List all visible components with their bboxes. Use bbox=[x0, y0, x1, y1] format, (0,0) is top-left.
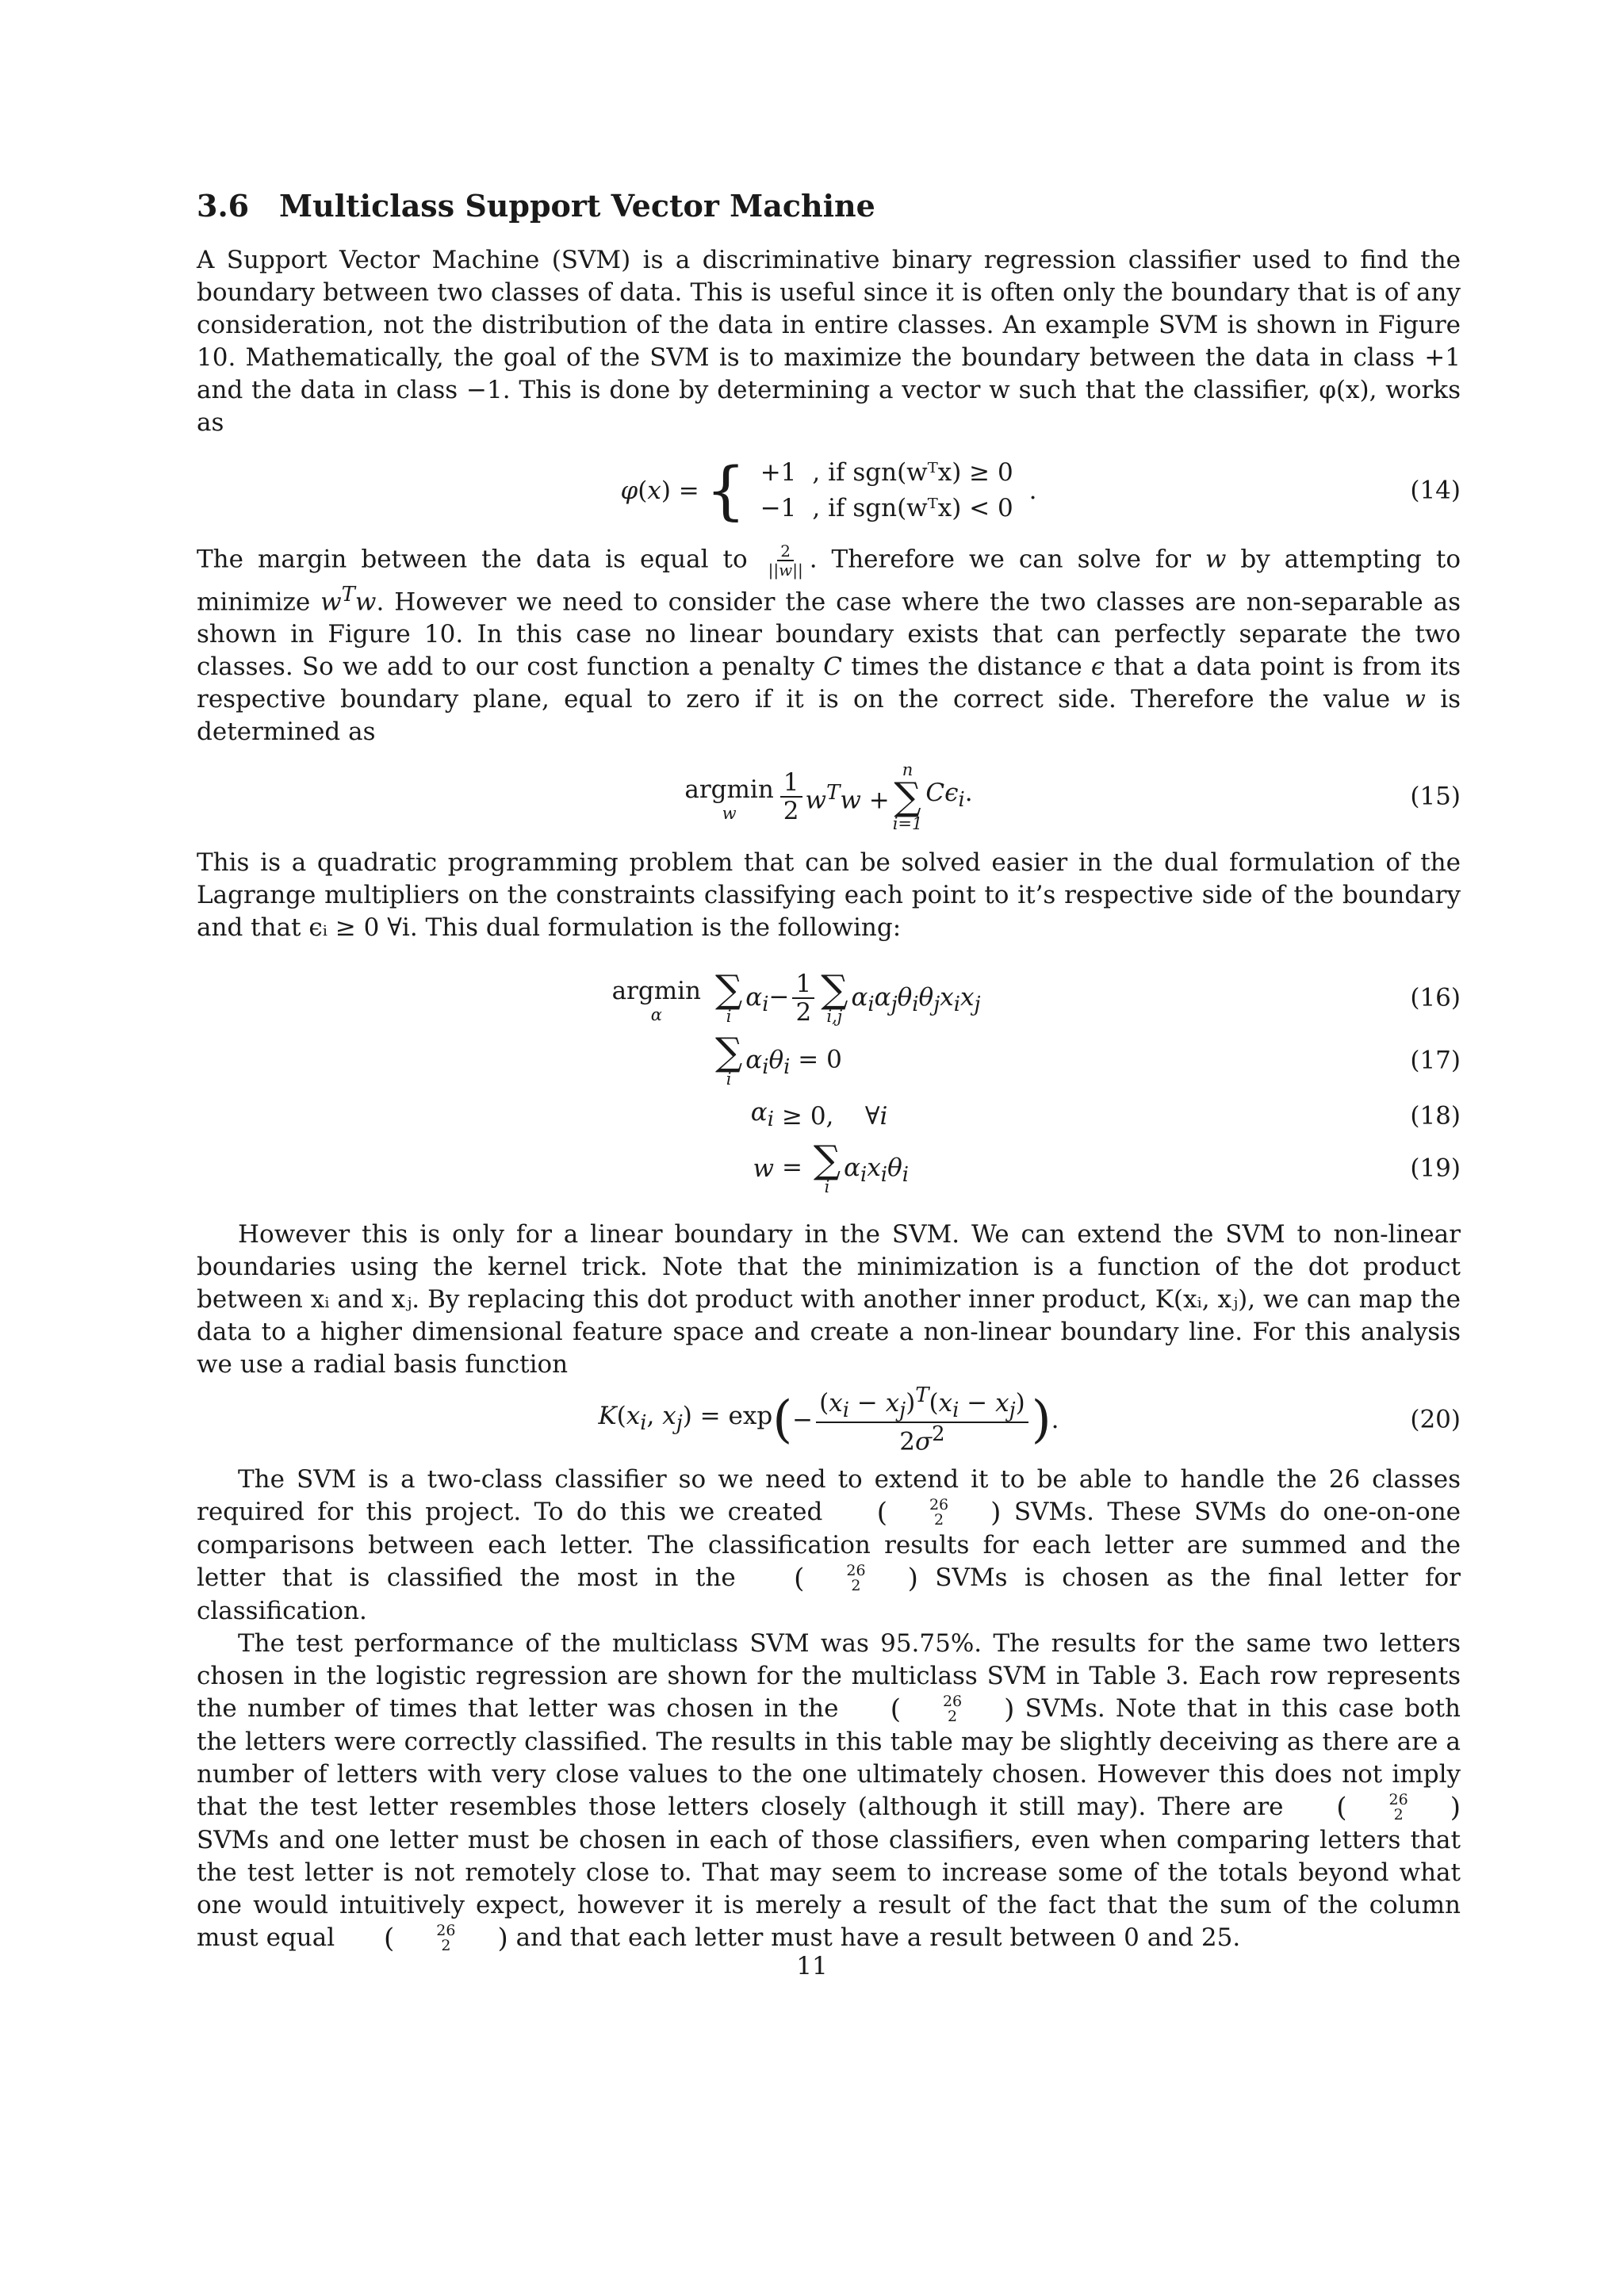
section-heading bbox=[197, 189, 1461, 224]
p6-text-c: SVMs and one letter must be chosen in each of those classifiers, even when comparing letters that the test letter is not remotely close to. That may seem to increase some of the totals beyond what one would intuitively expect, however it is merely a result of the fact that the sum of the column must equal bbox=[197, 1825, 1461, 1952]
p2-text-b: . Therefore we can solve for bbox=[809, 545, 1191, 574]
p2-text-d: . However we need to consider the case where the two classes are non-separable as shown in Figure 10. In this case no linear boundary exists that can perfectly separate the two classes. So we add to our cost function a penalty bbox=[197, 587, 1461, 682]
equation-20: $K(x_i$, $x_j) = \exp$ ( − $\frac{(x_i - x_j)^T(x_i - x_j)}{2\sigma^2}$ ) . (20) bbox=[598, 1383, 1461, 1456]
equation-15: argmin w $\frac{1}{2}$ $w^Tw$ + n ∑ i=1 $C\epsilon_i$. (15) bbox=[684, 760, 1461, 834]
equation-14: φ(x) = { +1 , if sgn(wᵀx) ≥ 0 −1 , if sgn(wᵀx) < 0 . (14) bbox=[620, 453, 1461, 527]
paragraph-1: A Support Vector Machine (SVM) is a discriminative binary regression classifier used to find the boundary between two classes of data. This is useful since it is often only the boundary that is of any consideration, not the distribution of the data in entire classes. An example SVM is shown in Figure 10. Mathematically, the goal of the SVM is to maximize the boundary between the data in class +1 and the data in class −1. This is done by determining a vector w such that the classifier, φ(x), works as bbox=[197, 246, 1461, 437]
p6-text-a: The test performance of the multiclass SVM was 95.75%. The results for the same two letters chosen in the logistic regression are shown for the multiclass SVM in Table 3. Each row represents the number of times that letter was chosen in the bbox=[197, 1628, 1461, 1723]
paragraph-6: The test performance of the multiclass SVM was 95.75%. The results for the same two letters chosen in the logistic regression are shown for the multiclass SVM in Table 3. Each row represents the number of times that letter was chosen in the ( 26 2 ) SVMs. Note that in this case both the letters were correctly classified. The results in this table may be slightly deceiving as there are a number of letters with very close values to the one ultimately chosen. However this does not imply that the test letter resembles those letters closely (although it still may). There are ( 26 2 ) SVMs and one letter must be chosen in each of those classifiers, even when comparing letters that the test letter is not remotely close to. That may seem to increase some of the totals beyond what one would intuitively expect, however it is merely a result of the fact that the sum of the column must equal ( 26 2 ) and that each letter must have a result between 0 and 25. bbox=[197, 1628, 1461, 1955]
eq16-number: (16) bbox=[1410, 983, 1461, 1012]
p2-text-a: The margin between the data is equal to bbox=[197, 545, 748, 574]
eq15-number: (15) bbox=[1410, 782, 1461, 811]
eq19-number: (19) bbox=[1410, 1154, 1461, 1183]
equation-18: $\alpha_i$ ≥ 0, ∀i (18) bbox=[750, 1098, 1461, 1132]
equation-16: argmin α ∑ i $\alpha_i-$ $\frac{1}{2}$ ∑ i,j $\alpha_i\alpha_j\theta_i\theta_jx_ix_j$ (16) bbox=[611, 967, 1461, 1027]
paper-page bbox=[197, 189, 1461, 1955]
dual-formulation-block bbox=[197, 966, 1461, 1196]
binom-26-2: ( 26 2 ) bbox=[876, 1496, 1002, 1529]
p5-text-a: The SVM is a two-class classifier so we need to extend it to be able to handle the 26 classes required for this project. To do this we created bbox=[197, 1464, 1461, 1526]
eq14-case1-condition: , if sgn(wᵀx) ≥ 0 bbox=[812, 458, 1013, 487]
equation-19: w = ∑ i $\alpha_ix_i\theta_i$ (19) bbox=[753, 1138, 1461, 1197]
paragraph-2: The margin between the data is equal to $\frac{2}{||w||}$ . Therefore we can solve for w by attempting to minimize $w^Tw$. However we need to consider the case where the two classes are non-separable as shown in Figure 10. In this case no linear boundary exists that can perfectly separate the two classes. So we add to our cost function a penalty C times the distance ϵ that a data point is from its respective boundary plane, equal to zero if it is on the correct side. Therefore the value w is determined as bbox=[197, 541, 1461, 747]
section-number: 3.6 bbox=[197, 188, 250, 224]
eq15-sum: n ∑ i=1 bbox=[892, 760, 923, 834]
eq18-number: (18) bbox=[1410, 1101, 1461, 1131]
eq14-case2-condition: , if sgn(wᵀx) < 0 bbox=[812, 494, 1013, 522]
paragraph-3: This is a quadratic programming problem that can be solved easier in the dual formulation of the Lagrange multipliers on the constraints classifying each point to it’s respective side of the boundary and that ϵᵢ ≥ 0 ∀i. This dual formulation is the following: bbox=[197, 848, 1461, 943]
eq20-number: (20) bbox=[1410, 1405, 1461, 1434]
paragraph-4: However this is only for a linear boundary in the SVM. We can extend the SVM to non-linear boundaries using the kernel trick. Note that the minimization is a function of the dot product between xᵢ and xⱼ. By replacing this dot product with another inner product, K(xᵢ, xⱼ), we can map the data to a higher dimensional feature space and create a non-linear boundary line. For this analysis we use a radial basis function bbox=[197, 1220, 1461, 1380]
margin-fraction: $\frac{2}{||w||}$ bbox=[768, 541, 803, 580]
paragraph-5: The SVM is a two-class classifier so we need to extend it to be able to handle the 26 classes required for this project. To do this we created ( 26 2 ) SVMs. These SVMs do one-on-one comparisons between each letter. The classification results for each letter are summed and the letter that is classified the most in the ( 26 2 ) SVMs is chosen as the final letter for classification. bbox=[197, 1464, 1461, 1625]
equation-17: ∑ i $\alpha_i\theta_i = 0$ (17) bbox=[715, 1030, 1461, 1089]
eq14-case2-value: −1 bbox=[760, 494, 797, 522]
p2-text-c: by attempting to minimize bbox=[197, 545, 1461, 617]
eq17-number: (17) bbox=[1410, 1046, 1461, 1075]
eq14-case1-value: +1 bbox=[760, 458, 797, 487]
p2-text-e: times the distance bbox=[851, 652, 1082, 682]
section-title: Multiclass Support Vector Machine bbox=[279, 188, 875, 224]
page-number: 11 bbox=[796, 1952, 828, 1980]
eq14-cases: { +1 , if sgn(wᵀx) ≥ 0 −1 , if sgn(wᵀx) < 0 bbox=[699, 455, 1021, 526]
p6-text-d: and that each letter must have a result between 0 and 25. bbox=[515, 1923, 1241, 1952]
p5-text-c: SVMs is chosen as the final letter for classification. bbox=[197, 1563, 1461, 1625]
p5-text-b: SVMs. These SVMs do one-on-one comparisons between each letter. The classification results for each letter are summed and the letter that is classified the most in the bbox=[197, 1497, 1461, 1592]
eq14-number: (14) bbox=[1410, 476, 1461, 505]
p2-text-f: that a data point is from its respective boundary plane, equal to zero if it is on the correct side. Therefore the value bbox=[197, 652, 1461, 714]
p6-text-b: SVMs. Note that in this case both the letters were correctly classified. The results in this table may be slightly deceiving as there are a number of letters with very close values to the one ultimately chosen. However this does not imply that the test letter resembles those letters closely (although it still may). There are bbox=[197, 1693, 1461, 1821]
eq15-argmin: argmin w bbox=[684, 775, 774, 823]
p2-text-g: is determined as bbox=[197, 685, 1461, 747]
eq14-lhs: φ(x) = bbox=[620, 476, 699, 505]
